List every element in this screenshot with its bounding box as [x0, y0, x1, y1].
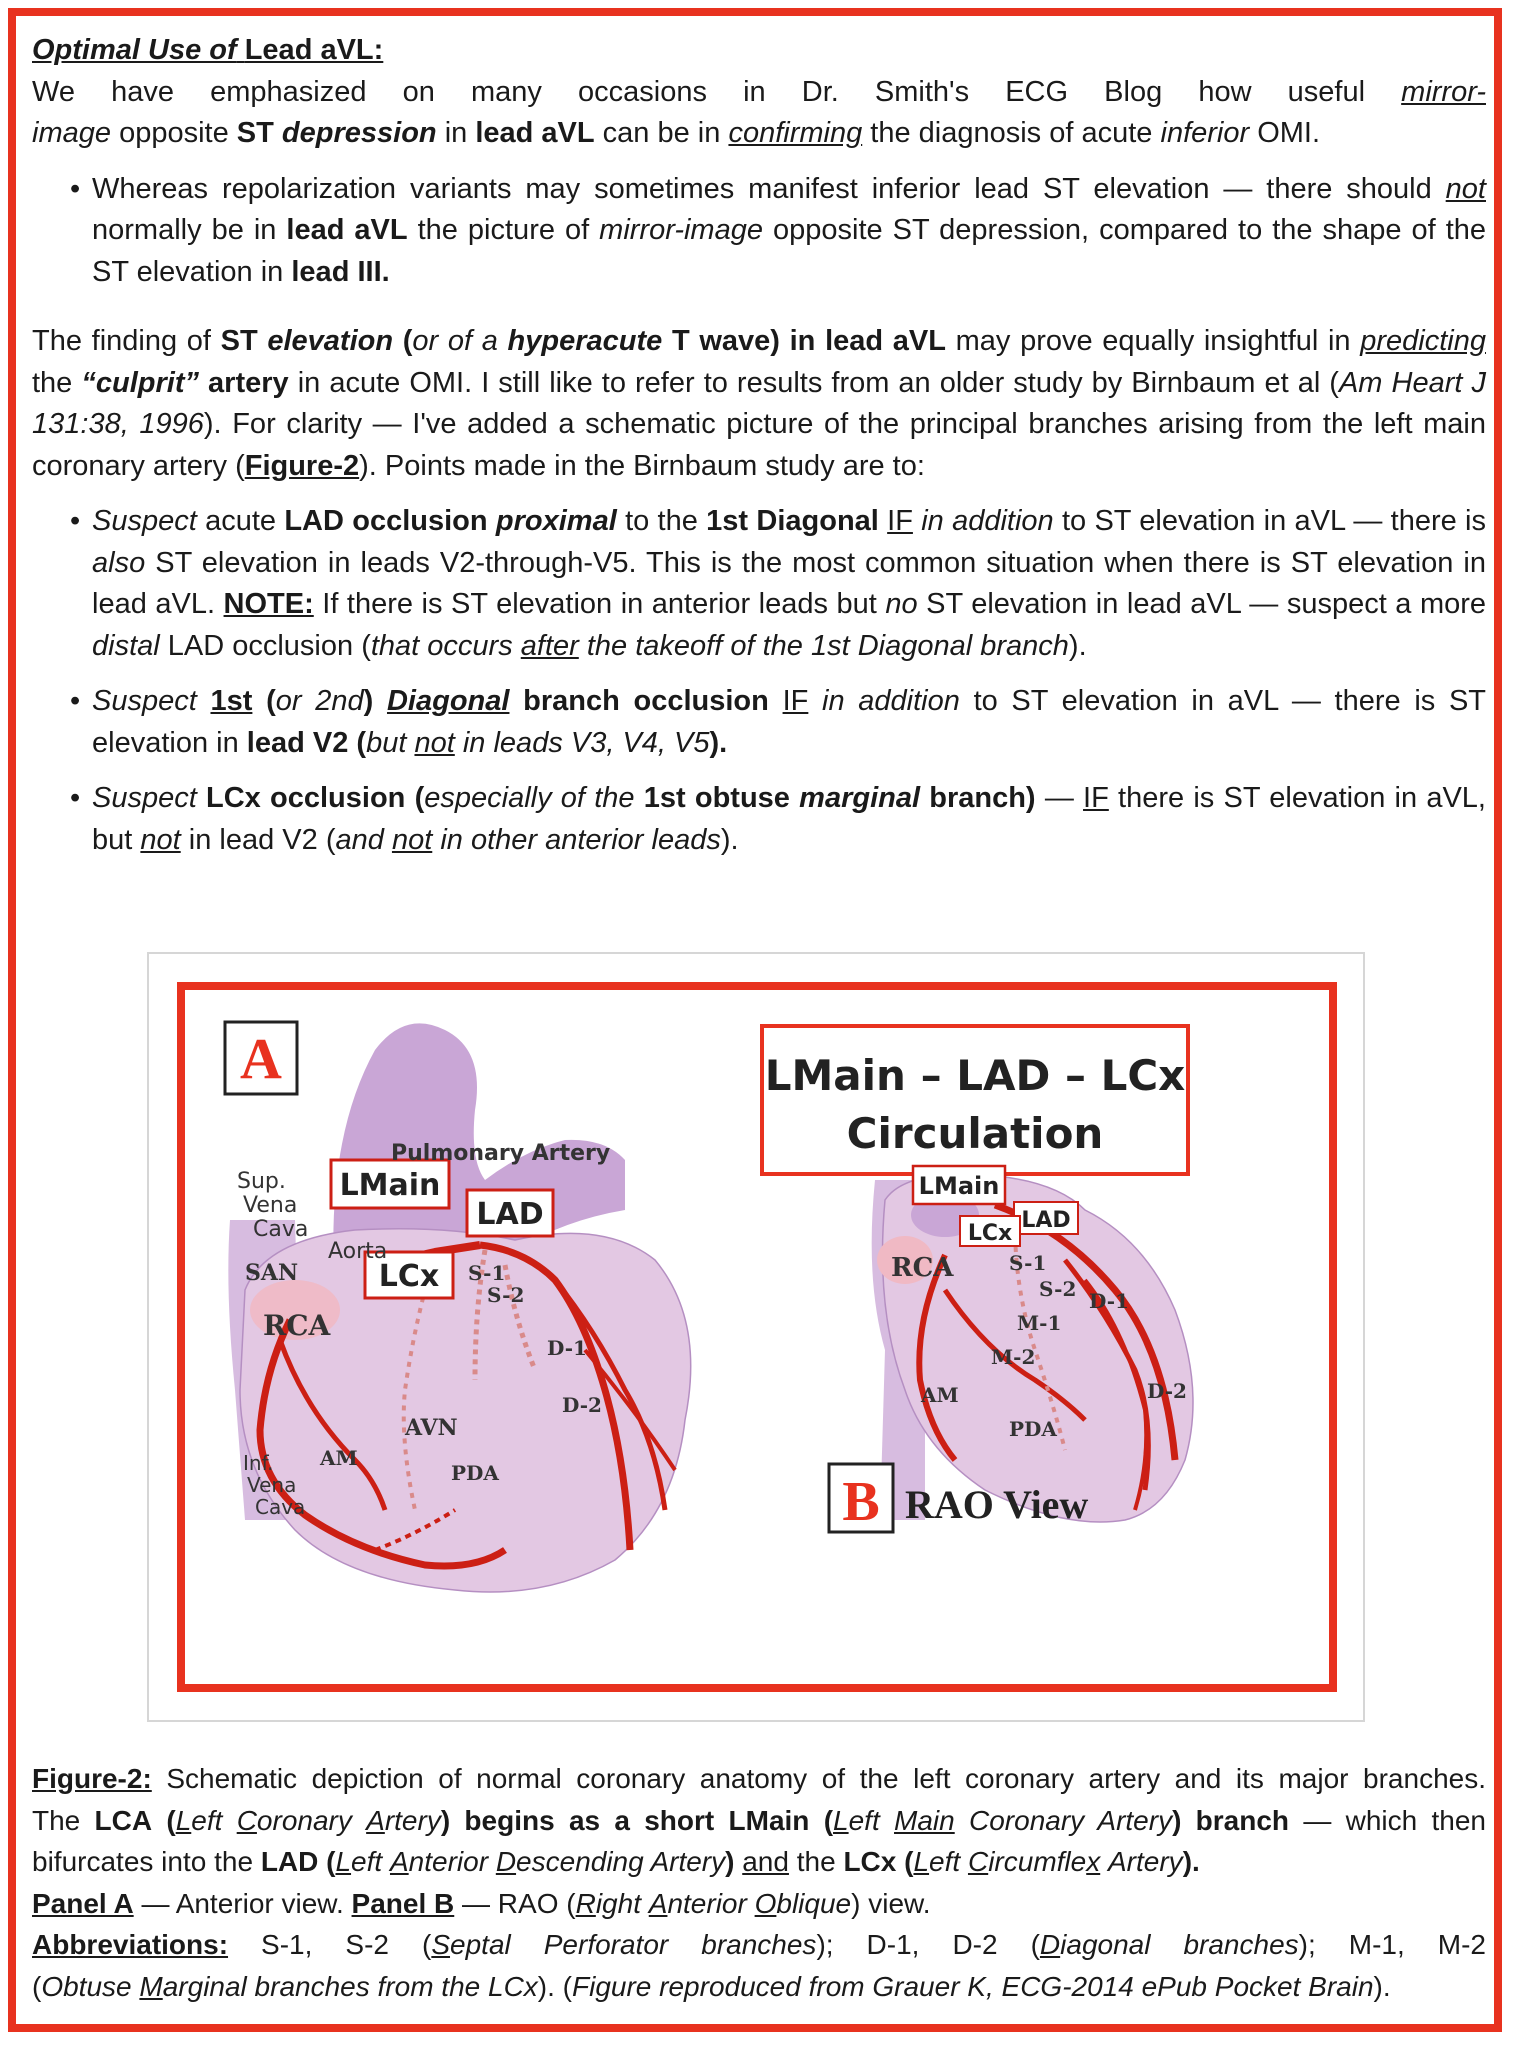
caption-paren: (	[904, 1846, 914, 1877]
caption-italic: Obtuse	[41, 1970, 132, 2002]
caption-letter: S	[431, 1929, 451, 1960]
b2-addition: in addition	[822, 685, 960, 717]
caption-paren: (	[326, 1846, 336, 1877]
p2-italic: or of a	[412, 325, 498, 357]
caption-and: and	[742, 1846, 789, 1877]
b3-not: not	[391, 823, 433, 856]
caption-text: ). (	[537, 1970, 573, 2002]
label-d1-b: D-1	[1089, 1289, 1129, 1313]
p2-culprit: “culprit”	[81, 366, 199, 399]
caption-italic: escending Artery	[516, 1846, 726, 1877]
b2-text: to ST elevation in aVL — there is ST elevation in	[92, 685, 1487, 759]
figure-2	[147, 952, 1365, 1722]
b2-1st: 1st	[210, 685, 253, 717]
b3-branch: branch)	[929, 782, 1036, 814]
bullet-lead: lead aVL	[286, 214, 408, 246]
intro-text: the diagnosis of acute	[870, 117, 1153, 149]
caption-text: ); D-1, D-2 (	[816, 1929, 1040, 1960]
label-rca: RCA	[263, 1309, 331, 1342]
intro-lead: lead aVL	[475, 117, 595, 149]
caption-italic: nterior	[408, 1846, 489, 1877]
label-s1-a: S-1	[468, 1261, 506, 1285]
intro-confirming: confirming	[728, 117, 863, 149]
bullet-list-1	[32, 169, 1486, 294]
caption-italic: eft	[848, 1804, 880, 1836]
b3-other: in other anterior leads	[440, 823, 721, 856]
b2-suspect: Suspect	[92, 685, 197, 717]
b2-leadv2: lead V2	[246, 726, 349, 759]
caption-line-5	[32, 1924, 1486, 1966]
caption-italic: oronary	[256, 1804, 352, 1836]
b1-text: ST elevation in leads V2-through-V5. This is the most common situation when there is ST elevation in lead aVL.	[92, 546, 1486, 620]
caption-paren: ).	[1182, 1846, 1200, 1877]
b3-not: not	[140, 823, 181, 856]
label-pulmonary-artery: Pulmonary Artery	[391, 1141, 611, 1166]
caption-figure-label: Figure-2:	[32, 1763, 152, 1794]
p2-artery: artery	[208, 366, 289, 399]
caption-text: the	[796, 1846, 836, 1877]
b3-text: ).	[720, 823, 739, 856]
caption-letter: M	[139, 1970, 163, 2002]
b3-suspect: Suspect	[92, 782, 197, 814]
list-item	[32, 169, 1486, 294]
list-item	[32, 681, 1486, 764]
b2-2nd: or 2nd	[275, 685, 364, 717]
list-item	[32, 501, 1486, 667]
caption-letter: C	[236, 1804, 257, 1836]
figure-title-line1: LMain – LAD – LCx	[764, 1051, 1186, 1100]
intro-text: OMI.	[1257, 117, 1321, 149]
intro-inferior: inferior	[1160, 117, 1250, 149]
label-san: SAN	[245, 1260, 299, 1286]
caption-letter: A	[648, 1887, 668, 1919]
intro-mirror: mirror-	[1401, 75, 1486, 108]
bullet-lead3: lead III.	[291, 255, 390, 288]
caption-lmain: LMain	[728, 1804, 810, 1836]
label-m2-b: M-2	[991, 1345, 1036, 1369]
label-ivc-3: Cava	[255, 1495, 306, 1519]
coronary-anatomy-diagram	[185, 990, 1329, 1684]
b3-dash: —	[1044, 782, 1074, 814]
p2-text: ). Points made in the Birnbaum study are to:	[359, 449, 925, 482]
b1-note: NOTE:	[223, 588, 314, 620]
b2-diagonal: Diagonal	[386, 685, 510, 717]
bullet-not: not	[1445, 172, 1486, 205]
caption-italic: ight	[595, 1887, 641, 1919]
bullet-list-2	[32, 501, 1486, 861]
p2-paren: (	[402, 325, 413, 357]
caption-italic: eft	[929, 1846, 961, 1877]
caption-text: — which then	[1303, 1804, 1486, 1836]
caption-italic: arginal branches from the LCx	[162, 1970, 538, 2002]
b2-branch: branch occlusion	[523, 685, 769, 717]
b1-text: ST elevation in lead aVL — suspect a more	[926, 588, 1487, 620]
b1-occurs: that occurs	[370, 629, 513, 662]
b1-proximal: proximal	[495, 505, 617, 537]
caption-line-6	[32, 1966, 1486, 2008]
p2-text: ). For clarity — I've added a schematic picture of the principal branches arising from the left main coronary artery (	[32, 408, 1486, 482]
caption-letter: L	[913, 1846, 930, 1877]
caption-abbrev: Abbreviations:	[32, 1929, 229, 1960]
caption-letter: D	[495, 1846, 517, 1877]
intro-depression: depression	[281, 117, 437, 149]
intro-text: in	[444, 117, 468, 149]
caption-italic: rtery	[384, 1804, 441, 1836]
caption-italic: eft	[191, 1804, 223, 1836]
caption-text: The	[32, 1804, 81, 1836]
caption-italic: Coronary Artery	[969, 1804, 1173, 1836]
label-pda-a: PDA	[451, 1461, 499, 1485]
b1-also: also	[92, 546, 146, 579]
b2-leads: in leads V3, V4, V5	[462, 726, 710, 759]
b2-paren: ).	[709, 726, 728, 759]
rao-view-label: RAO View	[905, 1482, 1089, 1527]
b1-text: acute	[205, 505, 277, 537]
caption-italic: nterior	[667, 1887, 747, 1919]
label-m1-b: M-1	[1017, 1311, 1062, 1335]
bullet-mirror: mirror-image	[599, 214, 763, 246]
label-lmain-a: LMain	[339, 1168, 441, 1203]
label-svc-3: Cava	[253, 1217, 309, 1242]
b1-addition: in addition	[921, 505, 1054, 537]
intro-paragraph-2	[32, 113, 1486, 155]
label-am-b: AM	[921, 1383, 959, 1407]
p2-hyperacute: hyperacute	[507, 325, 663, 357]
b2-paren: )	[363, 685, 374, 717]
caption-paren: (	[166, 1804, 176, 1836]
b1-text: LAD occlusion (	[167, 629, 371, 662]
b1-distal: distal	[92, 629, 160, 662]
caption-panel-a: Panel A	[32, 1887, 134, 1919]
figure-title-line2: Circulation	[846, 1109, 1104, 1158]
caption-letter: L	[175, 1804, 192, 1836]
caption-text: — Anterior view.	[141, 1887, 344, 1919]
b3-lcx: LCx occlusion (	[206, 782, 425, 814]
label-ivc-2: Vena	[247, 1473, 297, 1497]
caption-main: Main	[894, 1804, 955, 1836]
b3-if: IF	[1083, 782, 1109, 814]
caption-text: (	[32, 1970, 42, 2002]
caption-italic: blique	[776, 1887, 852, 1919]
b1-suspect: Suspect	[92, 505, 197, 537]
caption-letter: O	[754, 1887, 777, 1919]
b1-after: after	[520, 629, 579, 662]
b3-marginal: marginal	[799, 782, 921, 814]
label-ivc-1: Inf.	[243, 1451, 274, 1475]
p2-st: ST	[220, 325, 258, 357]
label-d1-a: D-1	[547, 1336, 587, 1360]
p2-text: in acute OMI. I still like to refer to results from an older study by Birnbaum et al (	[297, 366, 1339, 399]
caption-lad: LAD	[260, 1846, 319, 1877]
bullet-text: normally be in	[92, 214, 277, 246]
paragraph-2	[32, 321, 1486, 487]
intro-text: can be in	[602, 117, 721, 149]
caption-panel-b: Panel B	[351, 1887, 455, 1919]
caption-letter: x	[1086, 1846, 1101, 1877]
caption-italic: iagonal branches	[1060, 1929, 1299, 1960]
b3-text: there is ST elevation in aVL, but	[92, 782, 1486, 856]
panel-a-letter: A	[240, 1026, 282, 1091]
b3-and: and	[335, 823, 384, 856]
bullet-text: the picture of	[417, 214, 590, 246]
b2-paren: (	[266, 685, 276, 717]
label-lad-a: LAD	[476, 1197, 544, 1232]
caption-letter: L	[335, 1846, 352, 1877]
figure-caption	[32, 1758, 1486, 2007]
b2-paren: (	[356, 726, 367, 759]
intro-st: ST	[236, 117, 274, 149]
label-d2-b: D-2	[1147, 1379, 1187, 1403]
b1-lad: LAD occlusion	[284, 505, 488, 537]
label-pda-b: PDA	[1009, 1417, 1057, 1441]
label-rca-b: RCA	[891, 1253, 954, 1283]
caption-letter: C	[967, 1846, 989, 1877]
caption-line-4	[32, 1883, 1486, 1925]
p2-citation: Am Heart J 131:38, 1996	[32, 366, 1486, 440]
bullet-text: opposite ST depression, compared to the shape of the ST elevation in	[92, 214, 1487, 288]
b1-takeoff: the takeoff of the 1st Diagonal branch	[586, 629, 1069, 662]
caption-italic: ircumfle	[988, 1846, 1087, 1877]
p2-elevation: elevation	[267, 325, 394, 357]
intro-text: We have emphasized on many occasions in Dr. Smith's ECG Blog how useful	[32, 75, 1366, 108]
b1-diagonal: 1st Diagonal	[706, 505, 879, 537]
caption-italic: Figure reproduced from Grauer K, ECG-2014 ePub Pocket Brain	[572, 1970, 1374, 2002]
label-svc-2: Vena	[243, 1193, 298, 1218]
label-s2-b: S-2	[1039, 1277, 1077, 1301]
b2-but: but	[366, 726, 407, 759]
label-lmain-b: LMain	[918, 1172, 1000, 1200]
b1-text: If there is ST elevation in anterior leads but	[322, 588, 877, 620]
caption-text: ); M-1, M-2	[1298, 1929, 1486, 1960]
p2-predicting: predicting	[1360, 325, 1486, 357]
caption-italic: eptal Perforator branches	[450, 1929, 817, 1960]
title-italic: Optimal Use of	[32, 34, 237, 66]
caption-line-1	[32, 1758, 1486, 1800]
figure-frame	[177, 982, 1337, 1692]
caption-lcx: LCx	[843, 1846, 897, 1877]
title-text: Lead aVL:	[244, 34, 384, 66]
section-title	[32, 30, 1486, 72]
caption-paren: (	[823, 1804, 834, 1836]
label-s2-a: S-2	[487, 1283, 525, 1307]
caption-text: — RAO (	[462, 1887, 576, 1919]
caption-paren: )	[725, 1846, 735, 1877]
caption-letter: L	[833, 1804, 849, 1836]
caption-italic: eft	[351, 1846, 383, 1877]
b1-no: no	[885, 588, 918, 620]
caption-text: ) begins as a short	[440, 1804, 715, 1836]
caption-text: S-1, S-2 (	[261, 1929, 432, 1960]
b2-if: IF	[782, 685, 809, 717]
caption-line-3	[32, 1841, 1486, 1883]
label-d2-a: D-2	[562, 1393, 602, 1417]
caption-text: ).	[1373, 1970, 1391, 2002]
b3-text: in lead V2 (	[188, 823, 336, 856]
panel-b	[829, 1166, 1193, 1533]
intro-text: opposite	[119, 117, 229, 149]
b1-text: to ST elevation in aVL — there is	[1061, 505, 1486, 537]
label-am-a: AM	[320, 1446, 358, 1470]
label-lcx-a: LCx	[378, 1259, 440, 1294]
caption-line-2	[32, 1800, 1486, 1842]
p2-text: The finding of	[32, 325, 211, 357]
label-lcx-b: LCx	[967, 1221, 1013, 1246]
intro-paragraph	[32, 72, 1486, 114]
caption-letter: A	[366, 1804, 385, 1836]
figure-2-link[interactable]: Figure-2	[244, 449, 360, 482]
p2-twave: T wave	[671, 325, 771, 357]
caption-letter: R	[575, 1887, 596, 1919]
b1-text: to the	[625, 505, 698, 537]
label-avn: AVN	[405, 1415, 458, 1441]
p2-lead: lead aVL	[825, 325, 946, 357]
caption-text: ) view.	[851, 1887, 931, 1919]
caption-italic: Artery	[1108, 1846, 1183, 1877]
list-item	[32, 778, 1486, 861]
b1-text: ).	[1068, 629, 1087, 662]
caption-text: Schematic depiction of normal coronary anatomy of the left coronary artery and its major branches.	[166, 1763, 1487, 1794]
label-svc-1: Sup.	[237, 1169, 286, 1194]
label-lad-b: LAD	[1021, 1208, 1071, 1233]
caption-letter: D	[1039, 1929, 1061, 1960]
p2-text: may prove equally insightful in	[955, 325, 1351, 357]
panel-b-letter: B	[842, 1471, 880, 1533]
label-s1-b: S-1	[1009, 1251, 1047, 1275]
bullet-text: Whereas repolarization variants may sometimes manifest inferior lead ST elevation — there should	[92, 172, 1432, 205]
intro-image: image	[32, 117, 111, 149]
p2-text: the	[32, 366, 73, 399]
caption-branch: ) branch	[1172, 1804, 1290, 1836]
b3-especially: especially of the	[424, 782, 635, 814]
b3-obtuse: 1st obtuse	[643, 782, 790, 814]
panel-a	[225, 1022, 691, 1592]
caption-letter: A	[389, 1846, 409, 1877]
caption-text: bifurcates into the	[32, 1846, 254, 1877]
caption-lca: LCA	[94, 1804, 153, 1836]
article-body	[32, 30, 1486, 861]
b2-not: not	[414, 726, 455, 759]
p2-text: ) in	[770, 325, 816, 357]
b1-if: IF	[887, 505, 913, 537]
label-aorta: Aorta	[328, 1239, 388, 1264]
